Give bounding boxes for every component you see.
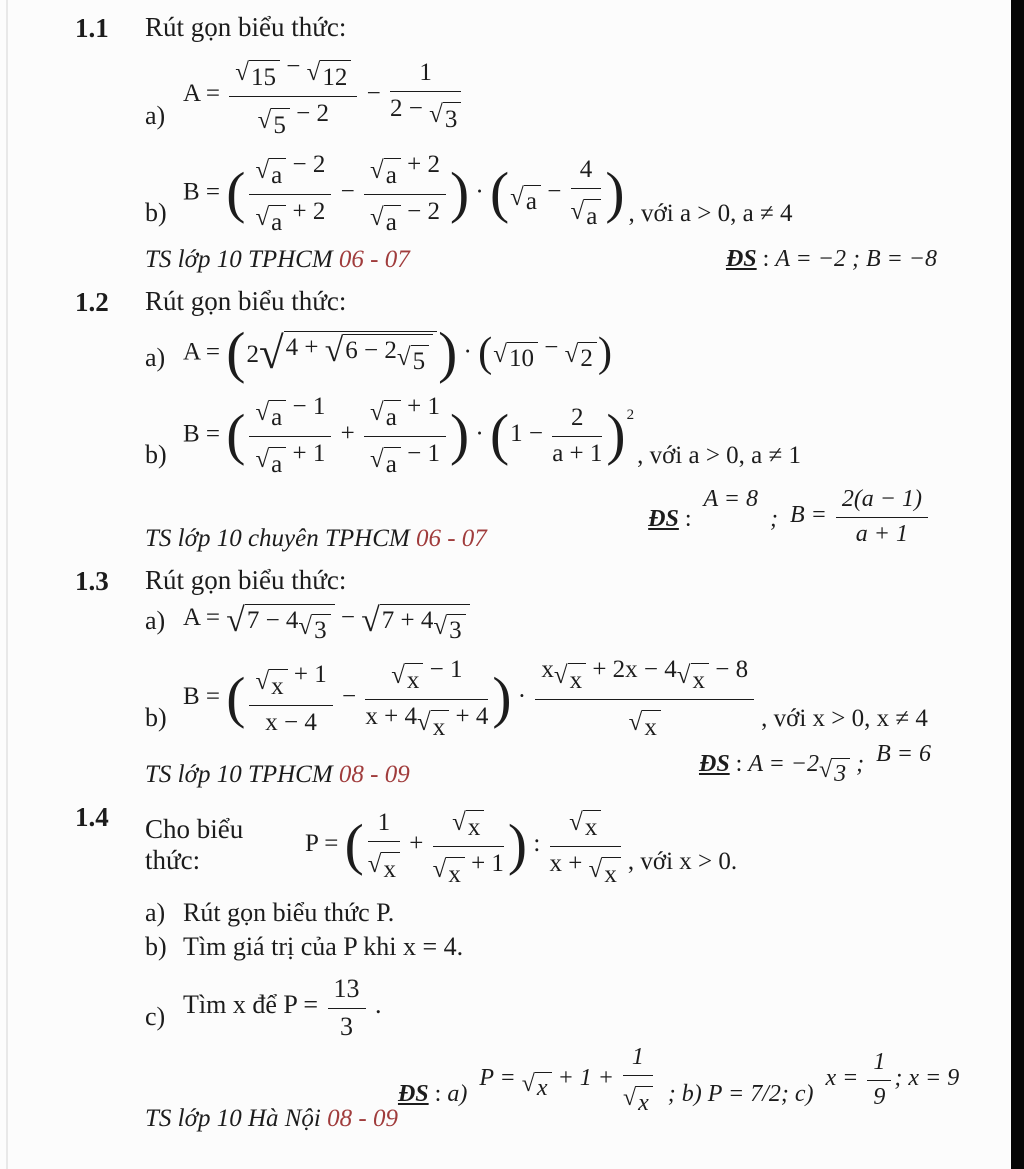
- intro-1-4: [145, 801, 937, 891]
- item-text: Rút gọn biểu thức P.: [183, 898, 395, 928]
- formula-1-3-b: B = ( √ x + 1 x − 4 − √ x − 1 x + 4 √ x + 4 ) · x √ x + 2x − 4 √ x − 8 √ x: [183, 654, 757, 744]
- problem-number: 1.2: [75, 287, 109, 317]
- item-label: a): [145, 100, 166, 130]
- item-1-2-a: [145, 322, 937, 385]
- formula-1-1-b: B = ( √ a − 2 √ a + 2 − √ a + 2 √ a − 2 ) · ( √ a − 4 √ a ): [183, 150, 625, 236]
- item-label: a): [145, 342, 166, 372]
- source-text: TS lớp 10 TPHCM: [145, 760, 339, 788]
- source-ref: [145, 525, 487, 553]
- meta-line: [145, 246, 937, 274]
- constraint-note: , với x > 0.: [627, 848, 738, 876]
- problem-number: 1.3: [75, 565, 109, 596]
- item-1-4-b: [145, 932, 937, 962]
- problem-title: Cho biểu thức:: [145, 814, 244, 876]
- formula-1-1-a: A = √ 15 − √ 12 √ 5 − 2 − 1 2 − √ 3: [183, 51, 464, 141]
- problem-title: Rút gọn biểu thức:: [145, 564, 347, 595]
- constraint-note: , với a > 0, a ≠ 4: [628, 200, 793, 227]
- problem-number: 1.4: [75, 801, 109, 832]
- scan-edge-left-line: [6, 0, 8, 1169]
- item-label: a): [145, 898, 166, 928]
- source-years: 08 - 09: [327, 1105, 398, 1133]
- formula-1-4-c: Tìm x để P = $\frac{13}{3}$ .: [183, 974, 382, 1041]
- item-1-2-b: [145, 391, 937, 481]
- source-text: TS lớp 10 Hà Nội: [145, 1105, 328, 1133]
- item-1-1-a: [145, 51, 937, 141]
- item-label: a): [145, 605, 166, 635]
- item-label: b): [145, 932, 167, 962]
- source-text: TS lớp 10 chuyên TPHCM: [145, 524, 416, 552]
- problem-1-1: [75, 12, 937, 276]
- item-label: c): [145, 1001, 166, 1031]
- item-label: b): [145, 703, 167, 733]
- item-1-1-b: [145, 149, 937, 239]
- constraint-note: , với x > 0, x ≠ 4: [761, 705, 928, 733]
- document-page: [75, 12, 960, 1145]
- source-text: TS lớp 10 TPHCM: [145, 246, 339, 273]
- problem-1-3: [75, 565, 937, 791]
- source-years: 06 - 07: [415, 524, 487, 552]
- formula-1-2-b: B = ( √ a − 1 √ a + 1 + √ a + 1 √ a − 1 ) · (1 − $\frac{2}{a + 1}$ )$^2$: [183, 392, 635, 478]
- source-ref: [145, 1105, 398, 1133]
- scan-edge-right-strip: [1011, 0, 1024, 1169]
- meta-line: [145, 485, 937, 553]
- problem-title: Rút gọn biểu thức:: [145, 12, 347, 42]
- formula-1-3-a: A = √ 7 − 4 √ 3 − √ 7 + 4 √ 3: [183, 604, 470, 646]
- source-ref: [145, 246, 410, 274]
- formula-1-2-a: A = (2 √ 4 + √ 6 − 2 √ 5 ) · ( √ 10 − √ 2 ): [183, 322, 612, 385]
- item-label: b): [145, 198, 167, 227]
- item-1-4-c: [145, 972, 937, 1041]
- item-1-3-b: [145, 654, 937, 744]
- source-ref: [145, 761, 410, 789]
- constraint-note: , với a > 0, a ≠ 1: [637, 442, 801, 469]
- source-years: 08 - 09: [338, 760, 410, 788]
- problem-number: 1.1: [75, 13, 109, 43]
- problem-1-2: [75, 286, 937, 555]
- item-1-3-a: [145, 601, 937, 646]
- meta-line: [145, 1043, 960, 1134]
- answer-line: ĐS : a) P = √ x + 1 + 1 √ x ; b) P = 7/2; c) x = $\frac{1}{9}$ ; x = 9: [397, 1043, 960, 1116]
- item-label: b): [145, 440, 167, 469]
- item-text: Tìm giá trị của P khi x = 4.: [183, 932, 464, 962]
- answer-line: ĐS : A = −2 ; B = −8: [725, 246, 937, 273]
- item-1-4-a: [145, 898, 937, 928]
- answer-line: ĐS : A = 8 ; B = $\frac{2(a - 1)}{a + 1}$: [648, 488, 937, 553]
- answer-line: ĐS : A = −2 √ 3 ; B = 6: [698, 741, 931, 788]
- meta-line: [145, 741, 937, 789]
- problem-title: Rút gọn biểu thức:: [145, 286, 347, 316]
- source-years: 06 - 07: [338, 246, 410, 273]
- problem-1-4: [75, 801, 960, 1135]
- formula-1-4: P = ( 1 √ x + √ x √ x + 1 ) : √ x x + √ x: [305, 801, 624, 891]
